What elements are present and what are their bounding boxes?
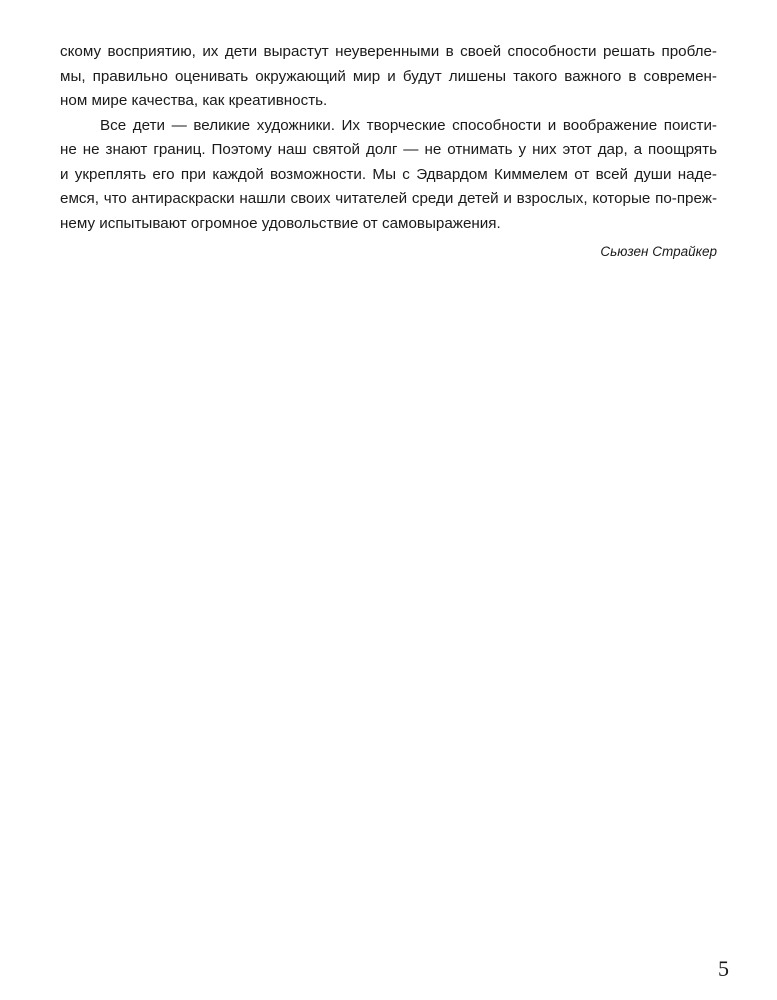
page-number: 5: [718, 956, 729, 981]
text-line: скому восприятию, их дети вырастут неуверенными в своей способности решать пробле-: [60, 43, 717, 60]
text-line: не не знают границ. Поэтому наш святой долг — не отнимать у них этот дар, а поощрять: [60, 141, 717, 158]
text-line: емся, что антираскраски нашли своих читателей среди детей и взрослых, которые по-преж-: [60, 190, 717, 207]
text-line: и укреплять его при каждой возможности. Мы с Эдвардом Киммелем от всей души наде-: [60, 165, 717, 183]
text-line: Все дети — великие художники. Их творческие способности и воображение поисти-: [100, 116, 717, 134]
text-line: мы, правильно оценивать окружающий мир и будут лишены такого важного в современ-: [60, 67, 717, 85]
author-signature: Сьюзен Страйкер: [600, 244, 717, 259]
paragraph-2: [60, 114, 717, 237]
page-body: [60, 40, 717, 265]
text-line: нему испытывают огромное удовольствие от самовыражения.: [60, 214, 501, 232]
text-line: ном мире качества, как креативность.: [60, 92, 328, 109]
paragraph-1: [60, 40, 717, 114]
